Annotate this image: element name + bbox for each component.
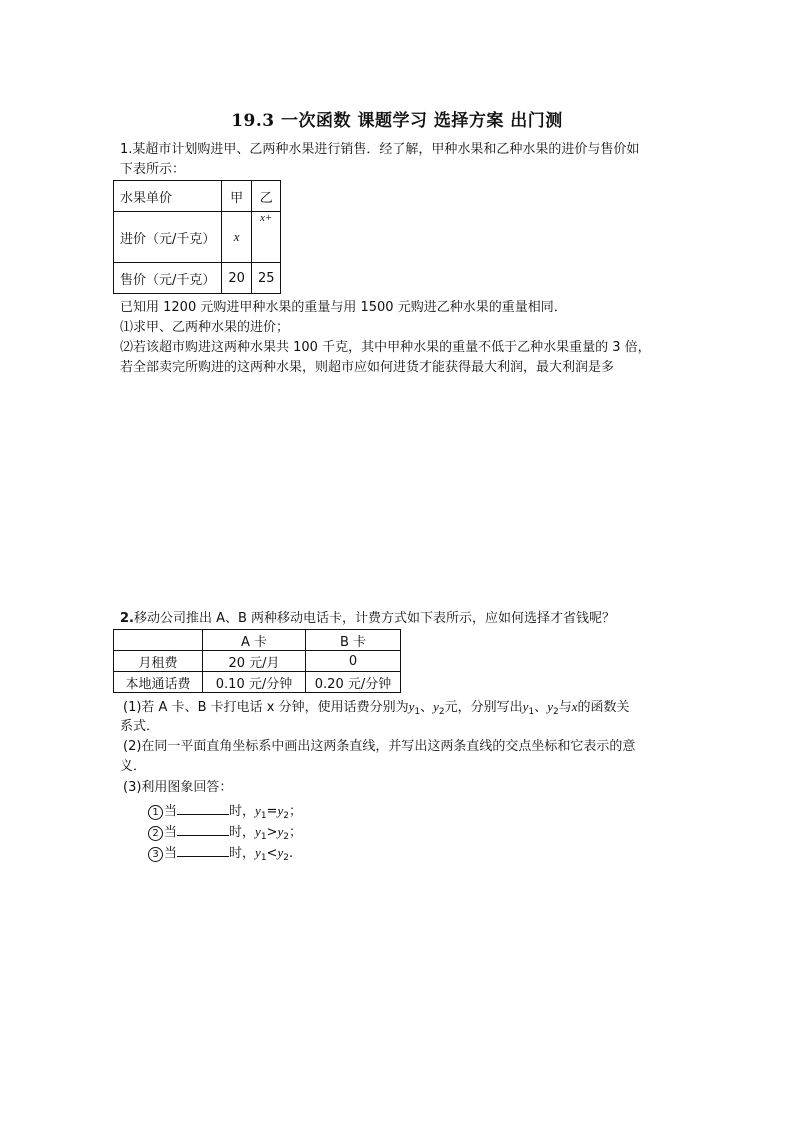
var-y: y [433,699,439,714]
subscript: 2 [283,853,289,863]
q2-part3-item3 [148,843,293,865]
answer-blank[interactable] [177,823,229,836]
table-row [114,672,401,693]
q2-stem [120,609,615,629]
punct: 、 [420,700,434,715]
circled-number: 3 [148,847,163,862]
q2-part1-text: 的函数关 [577,700,630,715]
table-header-cell: B 卡 [306,630,401,651]
operator: < [266,846,278,861]
subscript: 2 [438,707,445,717]
var-y: y [277,803,284,818]
punct: 、 [534,700,548,715]
q2-part1-text: (1)若 A 卡、B 卡打电话 x 分钟，使用话费分别为 [123,700,409,715]
table-cell: 0.20 元/分钟 [306,672,401,693]
punct: ； [288,804,302,819]
var-y: y [255,803,261,818]
var-y: y [522,699,529,714]
table-header-cell: 乙 [251,181,281,212]
subscript: 1 [414,707,421,717]
label: 时， [229,825,256,840]
q2-stem-text: 移动公司推出 A、B 两种移动电话卡，计费方式如下表所示，应如何选择才省钱呢？ [133,611,616,626]
label: 当 [164,846,178,861]
table-row [114,212,281,263]
var-y: y [255,824,261,839]
q2-part1-line2: 系式． [120,719,160,734]
table-cell: 20 元/月 [203,651,306,672]
table-header-cell: 甲 [222,181,252,212]
var-y: y [277,845,284,860]
table-header-cell: 水果单价 [114,181,222,212]
var-x: x [571,699,578,714]
subscript: 1 [260,853,267,863]
q2-part1-line1 [123,697,630,719]
q2-part2-line2: 义． [120,759,147,774]
table-cell: x [222,212,252,263]
subscript: 1 [260,832,267,842]
q2-part3-item2 [148,822,302,844]
answer-blank[interactable] [177,802,229,815]
operator: = [266,804,278,819]
table-cell: 0.10 元/分钟 [203,672,306,693]
var-y: y [255,845,261,860]
label: 时， [229,846,256,861]
q2-part3: (3)利用图象回答： [123,780,233,795]
q2-part1-text: 与 [558,700,572,715]
table-row [114,651,401,672]
q1-part1: ⑴求甲、乙两种水果的进价； [120,320,290,335]
subscript: 2 [283,811,289,821]
page-title: 19.3 一次函数 课题学习 选择方案 出门测 [231,111,563,131]
fruit-price-table [113,180,281,294]
table-cell: 进价（元/千克） [114,212,222,263]
q1-given: 已知用 1200 元购进甲种水果的重量与用 1500 元购进乙种水果的重量相同． [120,300,567,315]
table-cell: 20 [222,263,252,294]
table-header-cell: A 卡 [203,630,306,651]
q2-part3-item1 [148,801,302,823]
answer-blank[interactable] [177,844,229,857]
table-cell: 本地通话费 [114,672,203,693]
q1-line1: 1.某超市计划购进甲、乙两种水果进行销售．经了解，甲种水果和乙种水果的进价与售价如 [120,142,640,157]
table-row [114,181,281,212]
label: 当 [164,804,178,819]
q1-line2: 下表所示： [120,162,186,177]
operator: > [266,825,278,840]
table-row [114,630,401,651]
var-y: y [547,699,553,714]
table-row [114,263,281,294]
var-y: y [277,824,284,839]
subscript: 1 [260,811,267,821]
circled-number: 1 [148,805,163,820]
q1-part2-line1: ⑵若该超市购进这两种水果共 100 千克，其中甲种水果的重量不低于乙种水果重量的 3 倍， [120,340,651,355]
subscript: 2 [283,832,289,842]
q2-part2-line1: (2)在同一平面直角坐标系中画出这两条直线，并写出这两条直线的交点坐标和它表示的意 [123,739,636,754]
table-cell: 0 [306,651,401,672]
table-cell: x+ [251,212,281,263]
q1-part2-line2: 若全部卖完所购进的这两种水果，则超市应如何进货才能获得最大利润，最大利润是多 [120,360,615,375]
punct: ； [288,825,302,840]
table-cell: 售价（元/千克） [114,263,222,294]
label: 当 [164,825,178,840]
table-header-cell [114,630,203,651]
circled-number: 2 [148,826,163,841]
q2-part1-text: 元，分别写出 [444,700,523,715]
subscript: 1 [528,707,535,717]
punct: . [288,846,294,861]
subscript: 2 [552,707,559,717]
label: 时， [229,804,256,819]
table-cell: 25 [251,263,281,294]
q2-number: 2. [120,611,134,626]
var-y: y [408,699,415,714]
phone-card-table [113,629,401,693]
table-cell: 月租费 [114,651,203,672]
